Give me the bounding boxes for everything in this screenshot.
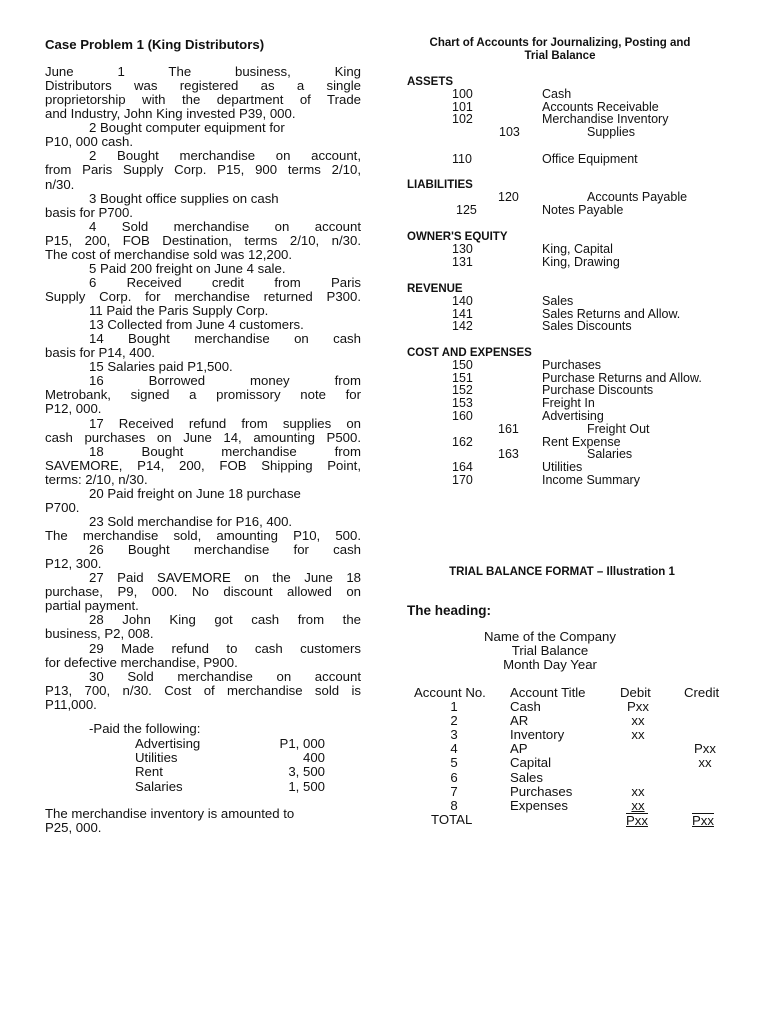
case-line: P12, 300.: [45, 556, 102, 572]
row-account-title: Purchases: [510, 783, 573, 799]
paid-item: Utilities: [135, 750, 178, 766]
paid-amount: 1, 500: [288, 778, 325, 794]
account-name: Sales Returns and Allow.: [542, 307, 681, 321]
case-line: 26 Bought merchandise for cash: [89, 542, 361, 557]
account-number: 153: [452, 396, 473, 410]
row-account-no: 1: [450, 699, 458, 714]
col-credit: Credit: [684, 685, 720, 700]
case-line: 4 Sold merchandise on account: [89, 218, 361, 234]
case-line: 3 Bought office supplies on cash: [89, 190, 279, 206]
account-name: Purchase Discounts: [542, 383, 654, 397]
case-line: 28 John King got cash from the: [89, 612, 361, 628]
case-line: 11 Paid the Paris Supply Corp.: [89, 303, 269, 318]
account-number: 100: [452, 87, 473, 101]
account-name: Accounts Payable: [587, 190, 688, 204]
account-number: 142: [452, 319, 473, 333]
case-line: The merchandise sold, amounting P10, 500.: [45, 528, 361, 543]
account-name: Advertising: [542, 409, 604, 423]
account-number: 110: [452, 152, 472, 166]
case-line: proprietorship with the department of Trade: [45, 92, 361, 108]
paid-item: Advertising: [135, 736, 201, 751]
case-line: 16 Borrowed money from: [89, 373, 361, 389]
row-account-no: 8: [450, 797, 458, 813]
closing-line-1: The merchandise inventory is amounted to: [45, 806, 295, 821]
account-number: 152: [452, 383, 473, 397]
trial-heading-label: The heading:: [407, 603, 491, 618]
case-line: June 1 The business, King: [45, 64, 361, 79]
case-line: terms: 2/10, n/30.: [45, 471, 148, 487]
account-name: Cash: [542, 87, 572, 101]
row-debit: Pxx: [627, 699, 649, 714]
case-line: 13 Collected from June 4 customers.: [89, 317, 304, 333]
account-number: 130: [452, 242, 473, 256]
case-title: Case Problem 1 (King Distributors): [45, 37, 265, 52]
case-line: n/30.: [45, 176, 75, 192]
account-name: King, Capital: [542, 242, 613, 256]
row-account-no: 3: [450, 727, 458, 743]
account-number: 103: [499, 125, 520, 139]
case-line: 6 Received credit from Paris: [89, 274, 361, 290]
case-line: 15 Salaries paid P1,500.: [89, 359, 233, 375]
account-name: Accounts Receivable: [542, 100, 659, 114]
case-line: Distributors was registered as a single: [45, 78, 361, 94]
account-name: Rent Expense: [542, 435, 621, 449]
case-line: The cost of merchandise sold was 12,200.: [45, 246, 293, 262]
case-line: Supply Corp. for merchandise returned P300.: [45, 289, 361, 304]
case-line: basis for P700.: [45, 204, 133, 220]
row-account-title: Sales: [510, 769, 543, 785]
case-line: Metrobank, signed a promissory note for: [45, 387, 361, 403]
paid-amount: 400: [302, 750, 325, 766]
paid-amount: P1, 000: [279, 736, 325, 751]
account-number: 131: [452, 255, 473, 269]
paid-amount: 3, 500: [288, 764, 325, 780]
case-line: P12, 000.: [45, 401, 102, 417]
section-heading: REVENUE: [407, 283, 463, 295]
account-name: Freight Out: [587, 422, 650, 436]
row-account-title: AR: [510, 713, 529, 729]
company-name: Name of the Company: [484, 629, 616, 644]
account-number: 162: [452, 435, 473, 449]
paid-item: Salaries: [135, 778, 183, 794]
total-credit: [692, 813, 714, 828]
row-account-no: 4: [450, 741, 458, 757]
case-line: cash purchases on June 14, amounting P500.: [45, 429, 361, 445]
account-number: 151: [452, 371, 473, 385]
col-account-no: Account No.: [414, 685, 486, 700]
account-number: 140: [452, 294, 473, 308]
row-account-no: 5: [450, 755, 458, 771]
account-name: Notes Payable: [542, 203, 624, 217]
case-line: 14 Bought merchandise on cash: [89, 331, 361, 347]
account-number: 160: [452, 409, 473, 423]
account-number: 161: [498, 422, 519, 436]
trial-balance-label: Trial Balance: [511, 643, 589, 658]
case-line: 5 Paid 200 freight on June 4 sale.: [89, 260, 286, 276]
case-line: from Paris Supply Corp. P15, 900 terms 2/10,: [45, 162, 361, 178]
case-line: P13, 700, n/30. Cost of merchandise sold is: [45, 682, 361, 698]
case-line: P700.: [45, 499, 80, 515]
case-line: 27 Paid SAVEMORE on the June 18: [89, 570, 361, 586]
case-line: P11,000.: [45, 696, 97, 712]
closing-line-2: P25, 000.: [45, 820, 102, 835]
total-credit-value: Pxx: [692, 813, 714, 828]
account-number: 125: [456, 203, 477, 217]
month-day-year: Month Day Year: [503, 657, 597, 672]
account-number: 164: [452, 460, 473, 474]
account-number: 170: [452, 473, 473, 487]
section-heading: OWNER'S EQUITY: [407, 231, 508, 243]
case-line: 2 Bought computer equipment for: [89, 120, 285, 136]
account-number: 101: [452, 100, 473, 114]
row-account-no: 6: [450, 769, 458, 785]
account-name: Income Summary: [542, 473, 640, 487]
case-line: purchase, P9, 000. No discount allowed on: [45, 584, 361, 600]
total-debit-value: Pxx: [626, 813, 648, 828]
case-line: 23 Sold merchandise for P16, 400.: [89, 513, 293, 529]
paid-heading: -Paid the following:: [89, 721, 201, 736]
case-line: 20 Paid freight on June 18 purchase: [89, 485, 301, 501]
account-name: Sales: [542, 294, 574, 308]
case-line: P10, 000 cash.: [45, 134, 133, 150]
section-heading: LIABILITIES: [407, 179, 473, 191]
case-line: for defective merchandise, P900.: [45, 654, 238, 670]
col-debit: Debit: [620, 685, 651, 700]
account-name: Sales Discounts: [542, 319, 632, 333]
account-name: Purchases: [542, 358, 602, 372]
case-line: basis for P14, 400.: [45, 345, 155, 361]
paid-item: Rent: [135, 764, 163, 780]
case-line: 17 Received refund from supplies on: [89, 415, 361, 431]
account-number: 141: [452, 307, 473, 321]
row-account-title: AP: [510, 741, 528, 757]
chart-title-line-2: Trial Balance: [524, 50, 596, 62]
total-debit: [626, 813, 648, 828]
account-name: Supplies: [587, 125, 635, 139]
account-name: Purchase Returns and Allow.: [542, 371, 702, 385]
row-account-title: Inventory: [510, 727, 565, 743]
row-account-no: 2: [450, 713, 458, 729]
account-name: Merchandise Inventory: [542, 112, 669, 126]
account-name: King, Drawing: [542, 255, 620, 269]
row-account-title: Cash: [510, 699, 541, 714]
account-number: 163: [498, 447, 519, 461]
account-name: Utilities: [542, 460, 583, 474]
row-debit: xx: [631, 783, 645, 799]
case-line: SAVEMORE, P14, 200, FOB Shipping Point,: [45, 457, 361, 473]
account-number: 120: [498, 190, 519, 204]
section-heading: ASSETS: [407, 76, 454, 88]
row-account-no: 7: [450, 783, 458, 799]
account-number: 150: [452, 358, 473, 372]
row-debit: xx: [631, 797, 645, 813]
case-line: business, P2, 008.: [45, 626, 154, 642]
row-debit: xx: [631, 727, 645, 743]
account-number: 102: [452, 112, 473, 126]
account-name: Office Equipment: [542, 152, 638, 166]
case-line: partial payment.: [45, 598, 139, 614]
case-line: 29 Made refund to cash customers: [89, 640, 361, 656]
account-name: Salaries: [587, 447, 633, 461]
case-line: 2 Bought merchandise on account,: [89, 148, 361, 164]
col-account-title: Account Title: [510, 685, 586, 700]
case-line: P15, 200, FOB Destination, terms 2/10, n/30.: [45, 232, 361, 248]
row-debit: xx: [631, 713, 645, 729]
trial-format-title: TRIAL BALANCE FORMAT – Illustration 1: [449, 566, 675, 578]
row-credit: Pxx: [694, 741, 716, 757]
account-name: Freight In: [542, 396, 595, 410]
section-heading: COST AND EXPENSES: [407, 347, 532, 359]
chart-title-line-1: Chart of Accounts for Journalizing, Posting and: [429, 37, 691, 49]
row-credit: xx: [698, 755, 712, 771]
total-label: TOTAL: [431, 812, 473, 827]
case-line: 30 Sold merchandise on account: [89, 668, 361, 684]
row-account-title: Expenses: [510, 797, 568, 813]
case-line: 18 Bought merchandise from: [89, 443, 361, 459]
case-line: and Industry, John King invested P39, 000.: [45, 106, 296, 122]
row-account-title: Capital: [510, 755, 552, 771]
